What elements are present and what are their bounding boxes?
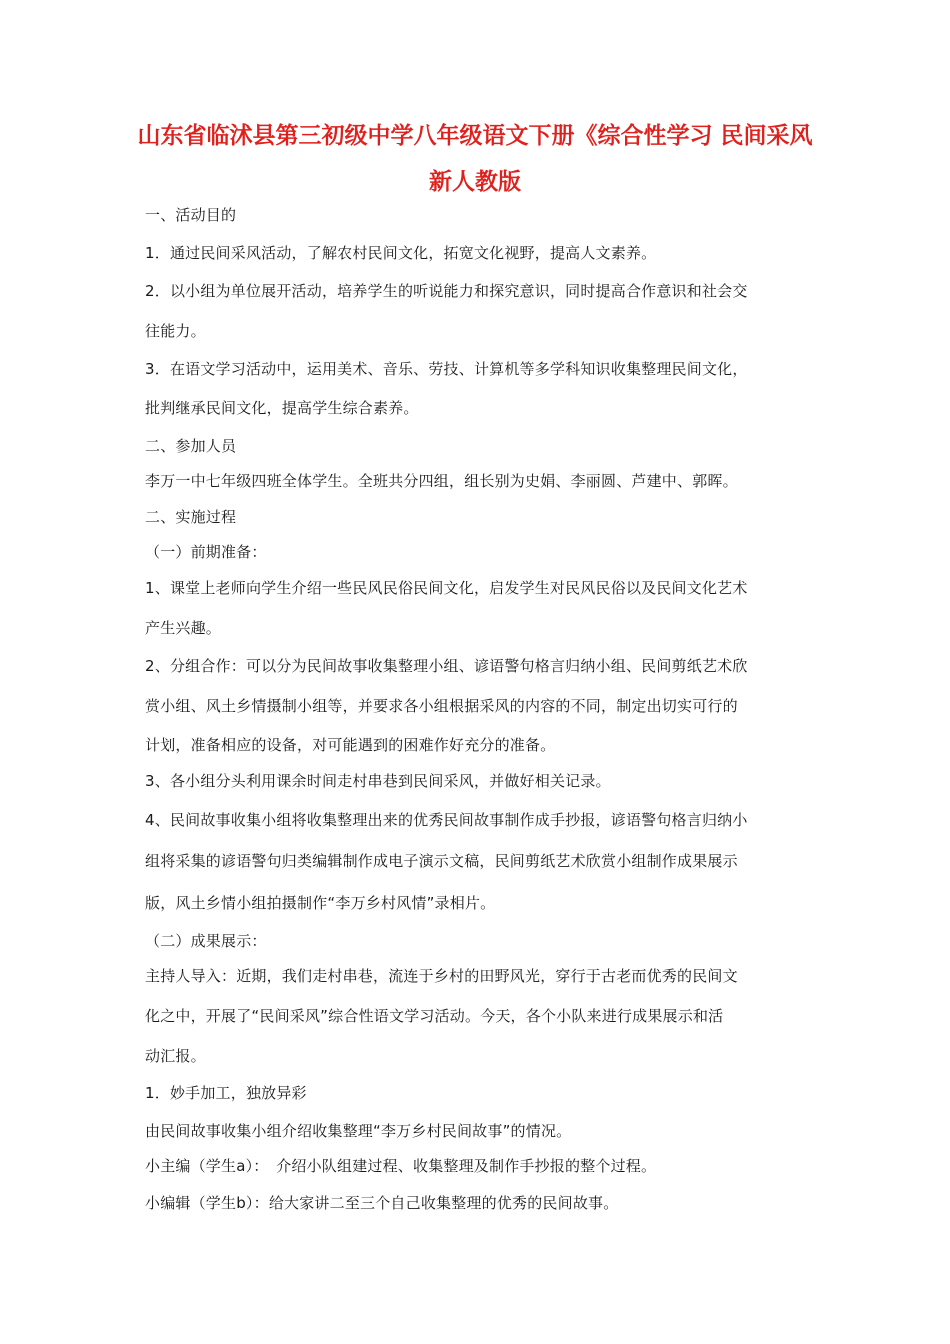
paragraph-line: 化之中，开展了“民间采风”综合性语文学习活动。今天，各个小队来进行成果展示和活 bbox=[145, 1007, 724, 1025]
section-heading-goals: 一、活动目的 bbox=[145, 206, 237, 224]
subsection-heading-preparation: （一）前期准备： bbox=[145, 543, 267, 561]
paragraph-line: 往能力。 bbox=[145, 322, 206, 340]
paragraph-line: 动汇报。 bbox=[145, 1047, 206, 1065]
document-title-continuation: 新人教版 bbox=[429, 169, 521, 195]
paragraph-line: 组将采集的谚语警句归类编辑制作成电子演示文稿，民间剪纸艺术欣赏小组制作成果展示 bbox=[145, 852, 738, 870]
paragraph-line: 小主编（学生a）： 介绍小队组建过程、收集整理及制作手抄报的整个过程。 bbox=[145, 1157, 657, 1175]
section-heading-process: 二、实施过程 bbox=[145, 508, 237, 526]
paragraph-line: 3、各小组分头利用课余时间走村串巷到民间采风，并做好相关记录。 bbox=[145, 772, 611, 790]
paragraph-line: 产生兴趣。 bbox=[145, 619, 222, 637]
paragraph-line: 2、分组合作：可以分为民间故事收集整理小组、谚语警句格言归纳小组、民间剪纸艺术欣 bbox=[145, 657, 748, 675]
paragraph-line: 3．在语文学习活动中，运用美术、音乐、劳技、计算机等多学科知识收集整理民间文化， bbox=[145, 360, 748, 378]
paragraph-line: 4、民间故事收集小组将收集整理出来的优秀民间故事制作成手抄报，谚语警句格言归纳小 bbox=[145, 811, 748, 829]
paragraph-line: 批判继承民间文化，提高学生综合素养。 bbox=[145, 399, 419, 417]
paragraph-line: 李万一中七年级四班全体学生。全班共分四组，组长别为史娟、李丽圆、芦建中、郭晖。 bbox=[145, 472, 738, 490]
section-heading-participants: 二、参加人员 bbox=[145, 437, 237, 455]
paragraph-line: 小编辑（学生b）：给大家讲二至三个自己收集整理的优秀的民间故事。 bbox=[145, 1194, 619, 1212]
paragraph-line: 1．通过民间采风活动，了解农村民间文化，拓宽文化视野，提高人文素养。 bbox=[145, 244, 657, 262]
paragraph-line: 2．以小组为单位展开活动，培养学生的听说能力和探究意识，同时提高合作意识和社会交 bbox=[145, 282, 748, 300]
item-heading: 1．妙手加工，独放异彩 bbox=[145, 1084, 307, 1102]
document-title: 山东省临沭县第三初级中学八年级语文下册《综合性学习 民间采风 bbox=[137, 123, 813, 149]
paragraph-line: 由民间故事收集小组介绍收集整理“李万乡村民间故事”的情况。 bbox=[145, 1122, 572, 1140]
paragraph-line: 计划，准备相应的设备，对可能遇到的困难作好充分的准备。 bbox=[145, 736, 556, 754]
subsection-heading-results: （二）成果展示： bbox=[145, 932, 267, 950]
paragraph-line: 赏小组、风土乡情摄制小组等，并要求各小组根据采风的内容的不同，制定出切实可行的 bbox=[145, 697, 738, 715]
paragraph-line: 主持人导入：近期，我们走村串巷，流连于乡村的田野风光，穿行于古老而优秀的民间文 bbox=[145, 967, 738, 985]
paragraph-line: 1、课堂上老师向学生介绍一些民风民俗民间文化，启发学生对民风民俗以及民间文化艺术 bbox=[145, 579, 748, 597]
paragraph-line: 版，风土乡情小组拍摄制作“李万乡村风情”录相片。 bbox=[145, 894, 496, 912]
